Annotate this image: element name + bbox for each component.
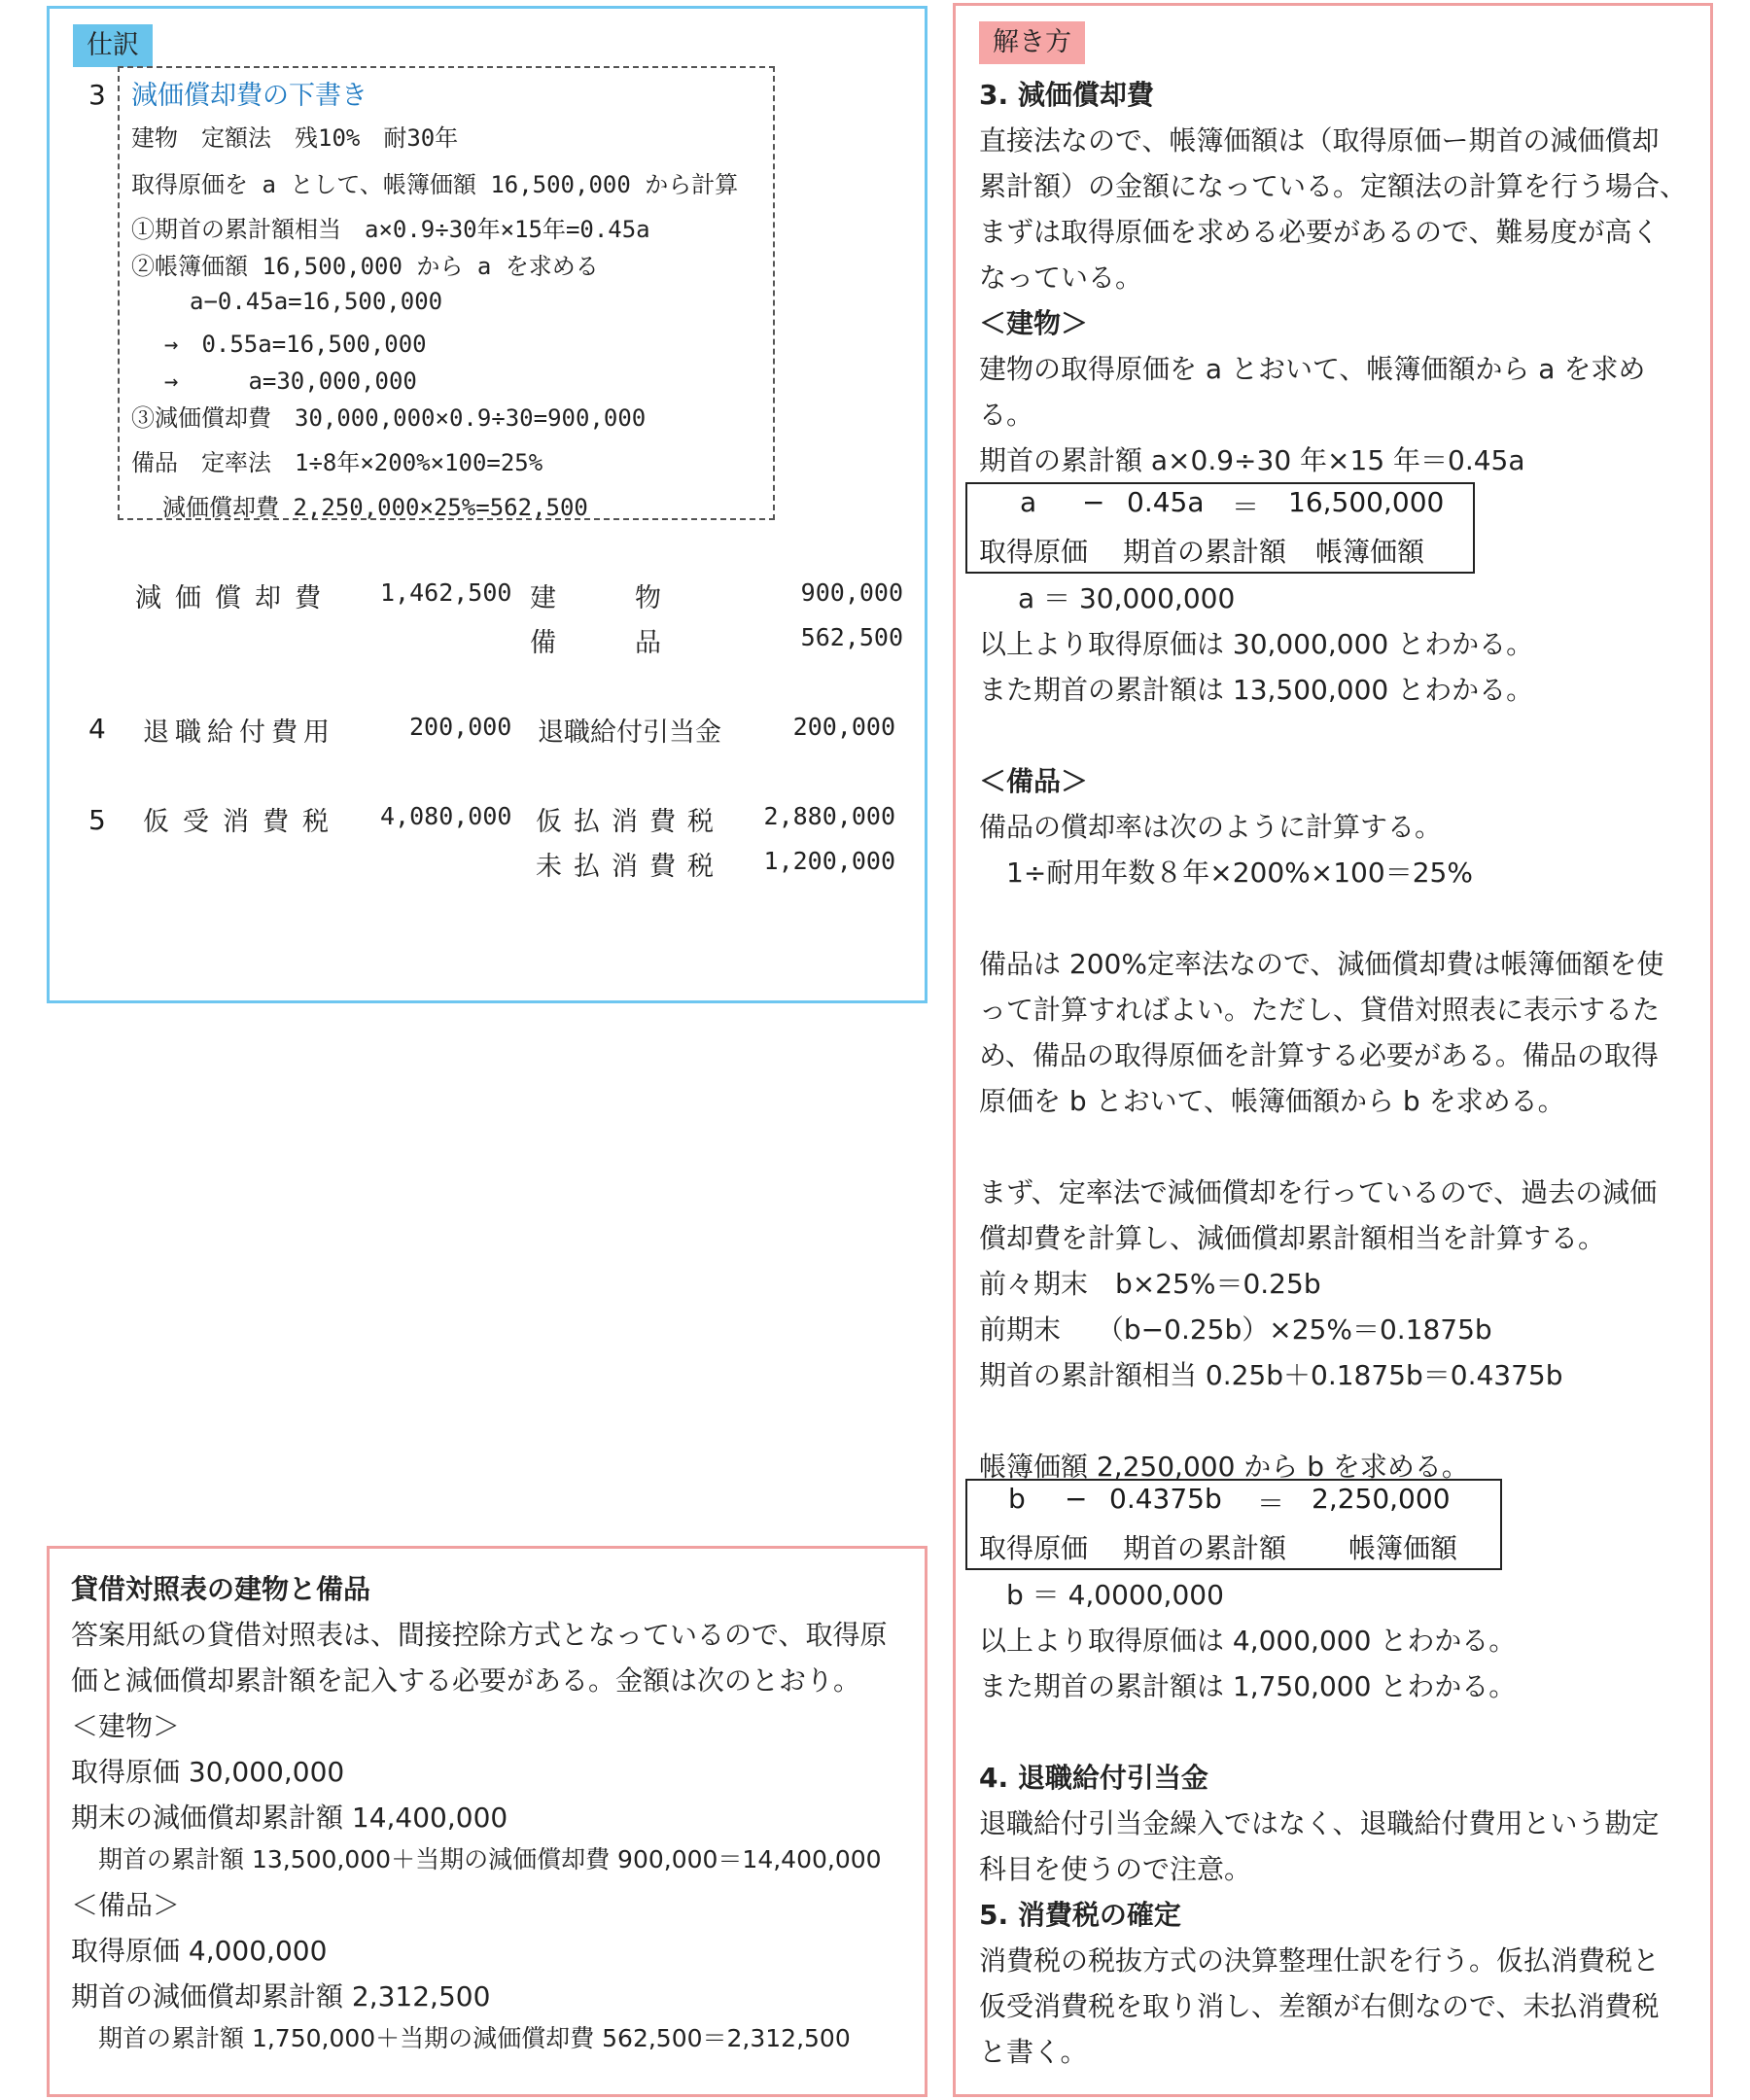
paragraph-line: 累計額）の金額になっている。定額法の計算を行う場合、: [979, 170, 1688, 202]
entry-3-credit-account: 備 品: [530, 628, 661, 658]
paragraph-line: なっている。: [979, 262, 1143, 294]
building-cost: 取得原価 30,000,000: [71, 1756, 345, 1788]
equipment-equation-box: [965, 1479, 1502, 1570]
paragraph-line: まずは取得原価を求める必要があるので、難易度が高く: [979, 216, 1660, 248]
draft-line: 建物 定額法 残10% 耐30年: [131, 124, 459, 152]
paragraph-line: る。: [979, 399, 1034, 431]
paragraph-line: 前々期末 b×25%＝0.25b: [979, 1268, 1321, 1300]
paragraph-line: また期首の累計額は 13,500,000 とわかる。: [979, 674, 1534, 706]
draft-line: 減価償却費 2,250,000×25%=562,500: [162, 494, 588, 521]
paragraph-line: 期首の累計額相当 0.25b＋0.1875b＝0.4375b: [979, 1359, 1563, 1391]
equipment-accumulated: 期首の減価償却累計額 2,312,500: [71, 1980, 491, 2012]
balance-sheet-title: 貸借対照表の建物と備品: [71, 1573, 371, 1605]
paragraph-line: 以上より取得原価は 30,000,000 とわかる。: [979, 628, 1534, 660]
eq-term: 2,250,000: [1312, 1483, 1451, 1515]
paragraph-line: って計算すればよい。ただし、貸借対照表に表示するた: [979, 994, 1661, 1026]
eq-operator: −: [1065, 1483, 1088, 1515]
draft-line: → 0.55a=16,500,000: [164, 331, 427, 358]
entry-4-debit-account: 退職給付費用: [143, 718, 335, 748]
equipment-calc: 期首の累計額 1,750,000＋当期の減価償却費 562,500＝2,312,500: [98, 2024, 851, 2052]
journal-panel: [47, 6, 928, 1003]
paragraph-line: 備品は 200%定率法なので、減価償却費は帳簿価額を使: [979, 948, 1664, 980]
building-result: a ＝ 30,000,000: [1018, 582, 1236, 614]
paragraph-line: 退職給付引当金繰入ではなく、退職給付費用という勘定: [979, 1807, 1660, 1839]
paragraph-line: め、備品の取得原価を計算する必要がある。備品の取得: [979, 1039, 1659, 1071]
eq-label: 期首の累計額: [1123, 536, 1287, 568]
equipment-result: b ＝ 4,0000,000: [1006, 1579, 1224, 1611]
paragraph-line: 価と減価償却累計額を記入する必要がある。金額は次のとおり。: [71, 1664, 861, 1697]
paragraph-line: 原価を b とおいて、帳簿価額から b を求める。: [979, 1085, 1565, 1117]
paragraph-line: 消費税の税抜方式の決算整理仕訳を行う。仮払消費税と: [979, 1944, 1661, 1977]
eq-term: 0.45a: [1127, 486, 1205, 518]
journal-tag: 仕訳: [73, 24, 153, 67]
eq-operator: ＝: [1257, 1488, 1285, 1520]
entry-5-credit-amount: 1,200,000: [763, 847, 895, 875]
draft-line: ①期首の累計額相当 a×0.9÷30年×15年=0.45a: [131, 216, 650, 243]
entry-3-credit-account: 建 物: [530, 583, 661, 613]
entry-3-number: 3: [88, 79, 106, 111]
equipment-rate-calc: 1÷耐用年数８年×200%×100＝25%: [1006, 857, 1473, 889]
draft-line: ②帳簿価額 16,500,000 から a を求める: [131, 253, 599, 280]
section-5-heading: 5. 消費税の確定: [979, 1899, 1181, 1931]
paragraph-line: 建物の取得原価を a とおいて、帳簿価額から a を求め: [979, 353, 1646, 385]
paragraph-line: 備品の償却率は次のように計算する。: [979, 811, 1443, 843]
entry-5-credit-account: 仮払消費税: [536, 807, 725, 837]
equipment-heading: ＜備品＞: [979, 765, 1089, 797]
building-calc: 期首の累計額 13,500,000＋当期の減価償却費 900,000＝14,400,000: [98, 1845, 882, 1873]
paragraph-line: 直接法なので、帳簿価額は（取得原価ー期首の減価償却: [979, 124, 1660, 157]
eq-term: 16,500,000: [1288, 486, 1445, 518]
eq-operator: −: [1082, 486, 1105, 518]
entry-5-credit-account: 未払消費税: [536, 852, 725, 882]
paragraph-line: まず、定率法で減価償却を行っているので、過去の減価: [979, 1176, 1658, 1208]
paragraph-line: 償却費を計算し、減価償却累計額相当を計算する。: [979, 1222, 1606, 1254]
entry-5-debit-account: 仮受消費税: [143, 807, 342, 837]
entry-3-credit-amount: 900,000: [800, 578, 903, 607]
section-4-heading: 4. 退職給付引当金: [979, 1762, 1208, 1794]
building-equation-box: [965, 482, 1475, 574]
paragraph-line: と書く。: [979, 2036, 1088, 2068]
draft-line: 取得原価を a として、帳簿価額 16,500,000 から計算: [131, 171, 739, 198]
building-heading: ＜建物＞: [71, 1710, 181, 1742]
eq-label: 取得原価: [979, 536, 1089, 568]
paragraph-line: 前期末 （b−0.25b）×25%＝0.1875b: [979, 1313, 1492, 1346]
entry-4-debit-amount: 200,000: [409, 713, 512, 741]
paragraph-line: 答案用紙の貸借対照表は、間接控除方式となっているので、取得原: [71, 1619, 888, 1651]
draft-line: → a=30,000,000: [164, 368, 417, 395]
paragraph-line: また期首の累計額は 1,750,000 とわかる。: [979, 1670, 1517, 1702]
balance-sheet-panel: [47, 1546, 928, 2097]
draft-line: ③減価償却費 30,000,000×0.9÷30=900,000: [131, 404, 647, 432]
entry-5-credit-amount: 2,880,000: [763, 802, 895, 830]
eq-label: 帳簿価額: [1315, 536, 1425, 568]
entry-4-number: 4: [88, 713, 106, 745]
building-cumulative: 期首の累計額 a×0.9÷30 年×15 年＝0.45a: [979, 444, 1525, 476]
entry-4-credit-amount: 200,000: [792, 713, 895, 741]
building-accumulated: 期末の減価償却累計額 14,400,000: [71, 1802, 508, 1834]
eq-term: 0.4375b: [1109, 1483, 1222, 1515]
paragraph-line: 以上より取得原価は 4,000,000 とわかる。: [979, 1625, 1517, 1657]
equipment-heading: ＜備品＞: [71, 1889, 181, 1921]
eq-label: 取得原価: [979, 1532, 1089, 1564]
eq-term: a: [1020, 486, 1037, 518]
paragraph-line: 帳簿価額 2,250,000 から b を求める。: [979, 1451, 1469, 1483]
building-heading: ＜建物＞: [979, 307, 1089, 339]
eq-operator: ＝: [1232, 491, 1260, 523]
draft-title: 減価償却費の下書き: [131, 81, 368, 111]
section-3-heading: 3. 減価償却費: [979, 79, 1154, 111]
eq-term: b: [1008, 1483, 1026, 1515]
solution-tag: 解き方: [979, 21, 1085, 64]
solution-panel: [953, 3, 1713, 2097]
entry-3-debit-account: 減価償却費: [135, 583, 334, 613]
draft-line: a−0.45a=16,500,000: [190, 288, 443, 315]
paragraph-line: 科目を使うので注意。: [979, 1853, 1252, 1885]
entry-3-credit-amount: 562,500: [800, 623, 903, 651]
equipment-cost: 取得原価 4,000,000: [71, 1935, 328, 1967]
eq-label: 期首の累計額: [1123, 1532, 1287, 1564]
entry-3-debit-amount: 1,462,500: [380, 578, 512, 607]
draft-line: 備品 定率法 1÷8年×200%×100=25%: [131, 449, 543, 476]
entry-5-number: 5: [88, 804, 106, 836]
eq-label: 帳簿価額: [1348, 1532, 1458, 1564]
entry-4-credit-account: 退職給付引当金: [538, 718, 721, 748]
entry-5-debit-amount: 4,080,000: [380, 802, 512, 830]
depreciation-draft-box: [118, 66, 775, 520]
paragraph-line: 仮受消費税を取り消し、差額が右側なので、未払消費税: [979, 1990, 1660, 2022]
